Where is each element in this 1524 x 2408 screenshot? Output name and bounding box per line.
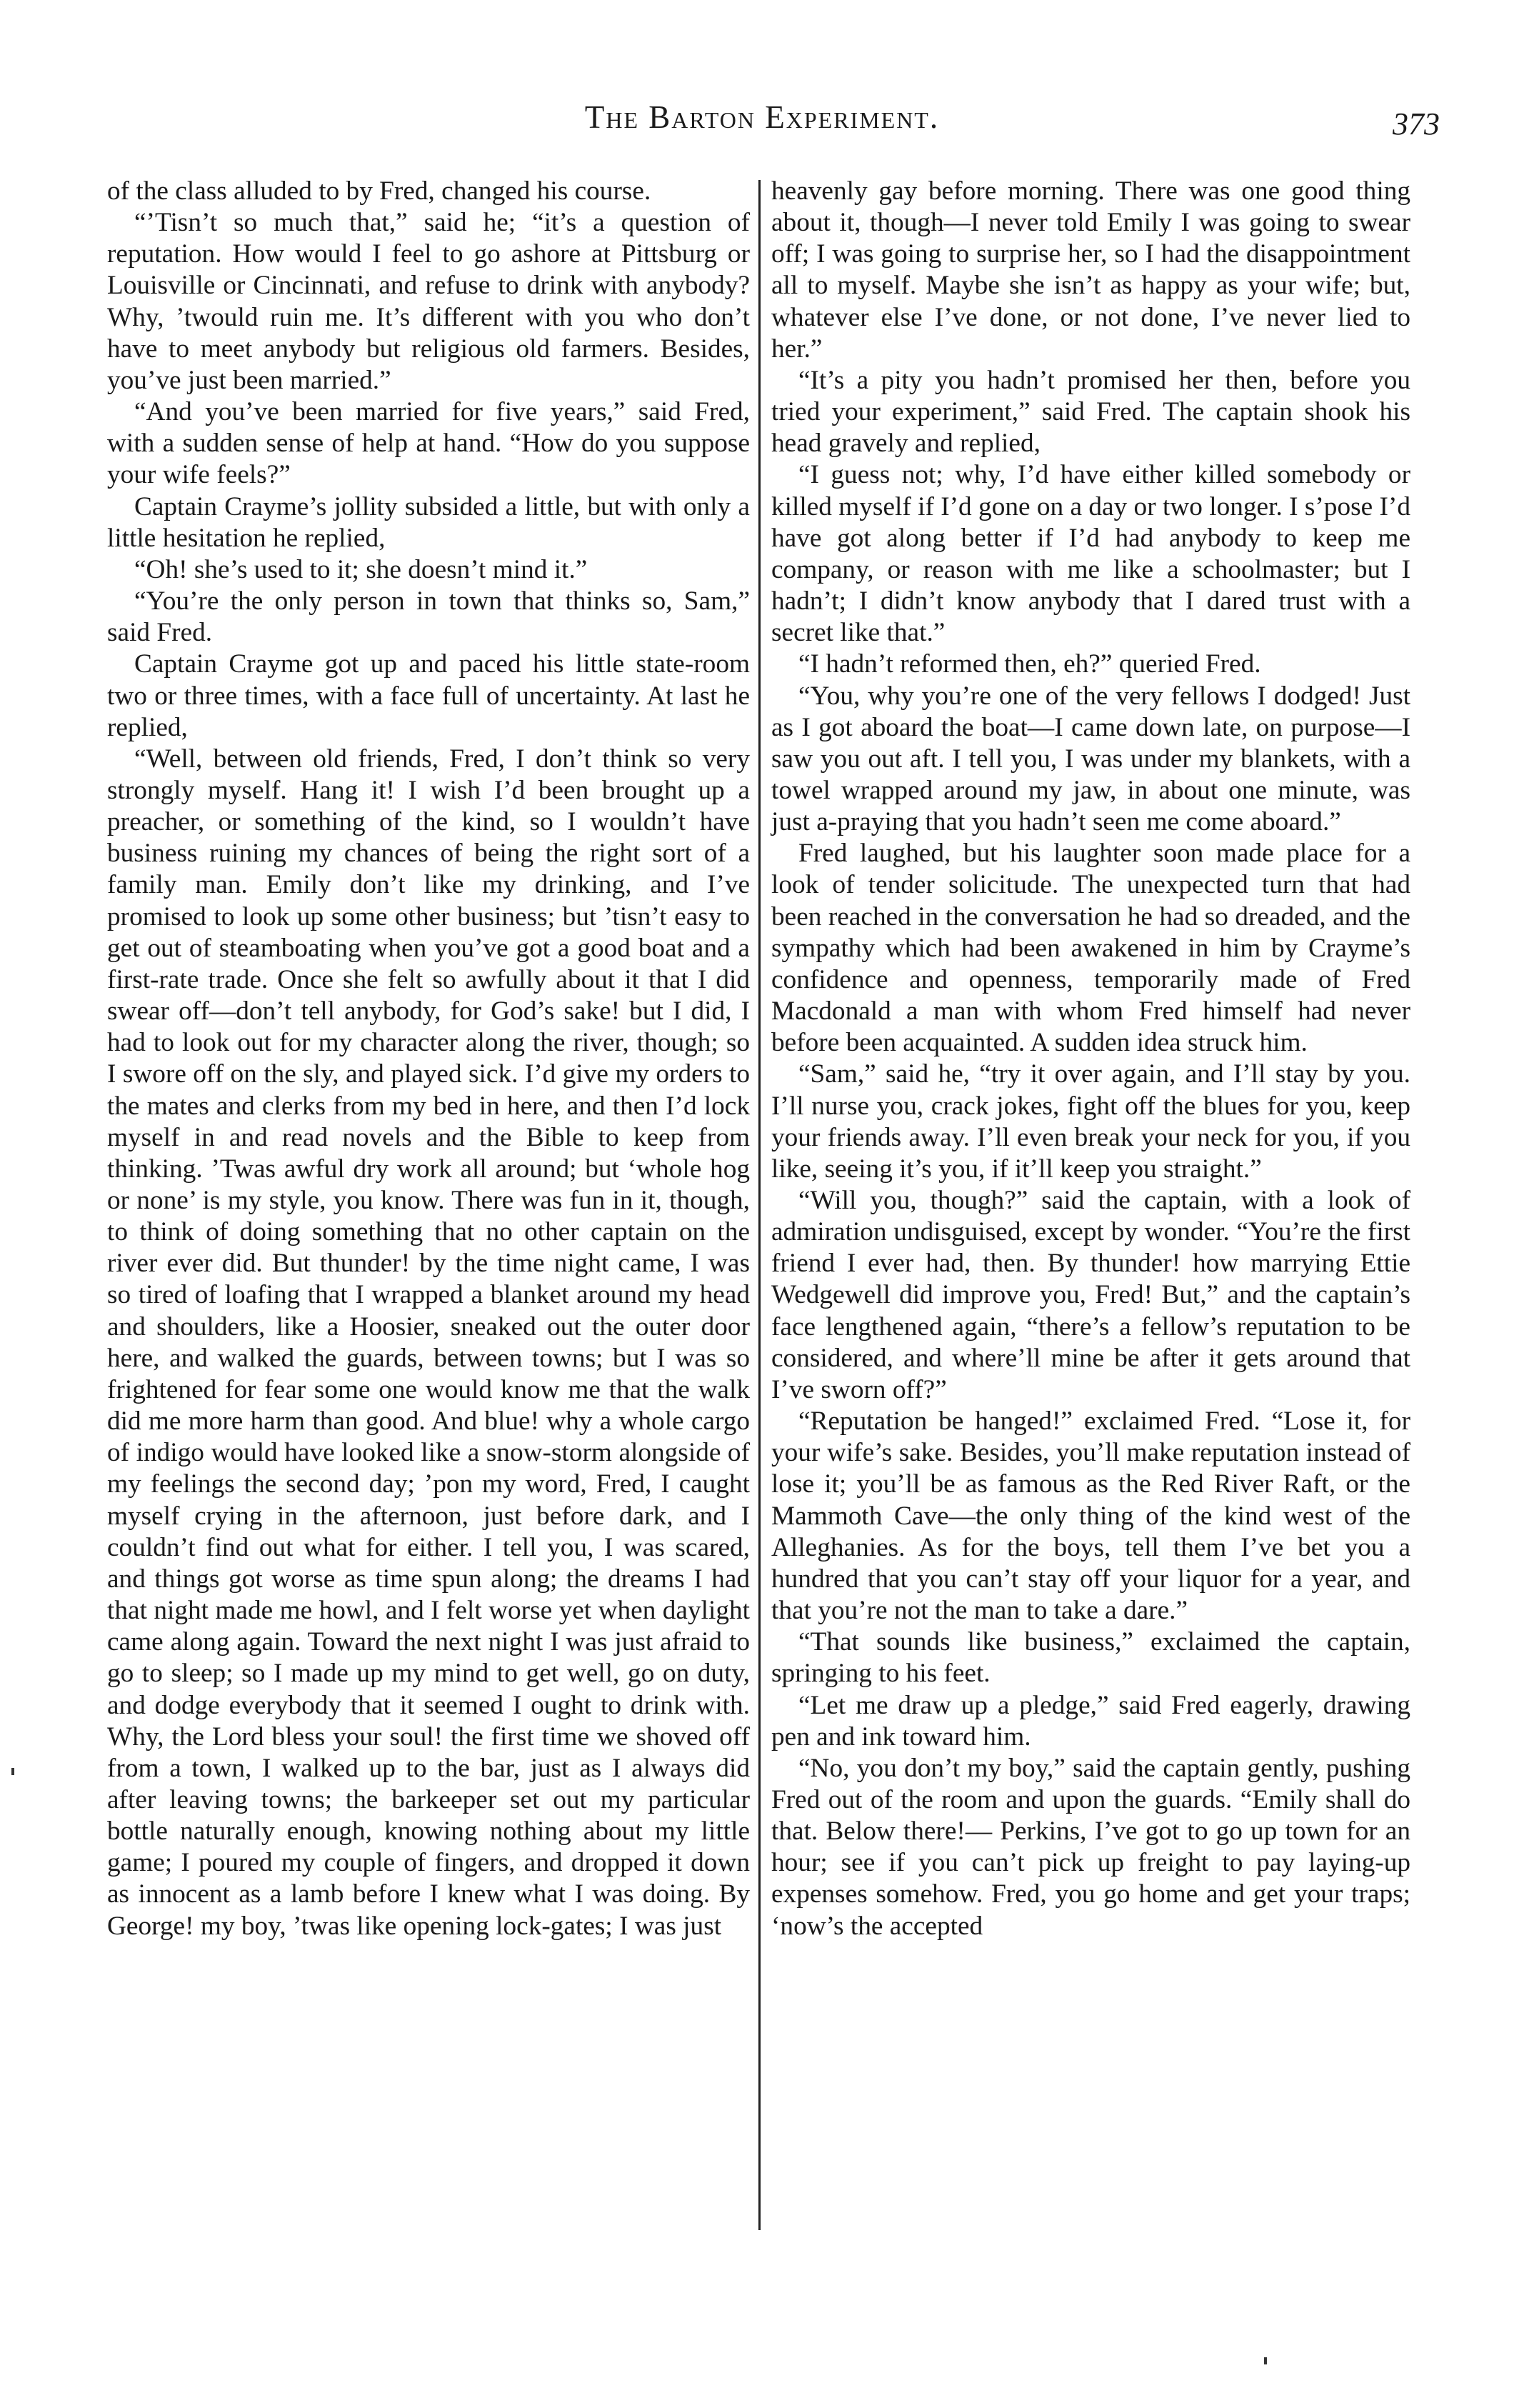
paragraph: “You, why you’re one of the very fellows I dodged! Just as I got aboard the boat—I came down late, on purpose—I saw you out aft. I tell you, I was under my blankets, with a towel wrapped around my jaw, in about one minute, was just a-praying that you hadn’t seen me come aboard.” xyxy=(771,681,1410,837)
paragraph: “It’s a pity you hadn’t promised her then, before you tried your experiment,” said Fred. The captain shook his head gravely and replied, xyxy=(771,365,1410,459)
paragraph: “No, you don’t my boy,” said the captain gently, pushing Fred out of the room and upon the guards. “Emily shall do that. Below there!— Perkins, I’ve got to go up town for an hour; see if you can’t pick up freight to pay laying-up expenses somehow. Fred, you go home and get your traps; ‘now’s the accepted xyxy=(771,1753,1410,1941)
paragraph: “I hadn’t reformed then, eh?” queried Fred. xyxy=(798,649,1261,679)
paragraph: “Well, between old friends, Fred, I don’t think so very strongly myself. Hang it! I wish I’d been brought up a preacher, or something of the kind, so I wouldn’t have business ruining my chances of being the right sort of a family man. Emily don’t like my drinking, and I’ve promised to look up some other business; but ’tisn’t easy to get out of steamboating when you’ve got a good boat and a first-rate trade. Once she felt so awfully about it that I did swear off—don’t tell anybody, for God’s sake! but I did, I had to look out for my character along the river, though; so I swore off on the sly, and played sick. I’d give my orders to the mates and clerks from my bed in here, and then I’d lock myself in and read novels and the Bible to keep from thinking. ’Twas awful dry work all around; but ‘whole hog or none’ is my style, you know. There was fun in it, though, to think of doing something that no other captain on the river ever did. But thunder! by the time night came, I was so tired of loafing that I wrapped a blanket around my head and shoulders, like a Hoosier, sneaked out the outer door here, and walked the guards, between towns; but I was so frightened for fear some one would know me that the walk did me more harm than good. And blue! why a whole cargo of indigo would have looked like a snow-storm alongside of my feelings the second day; ’pon my word, Fred, I caught myself crying in the afternoon, just before dark, and I couldn’t find out what for either. I tell you, I was scared, and things got worse as time spun along; the dreams I had that night made me howl, and I felt worse yet when daylight came along again. Toward the next night I was just afraid to go to sleep; so I made up my mind to get well, go on duty, and dodge everybody that it seemed I ought to drink with. Why, the Lord bless your soul! the first time we shoved off from a town, I walked up to the bar, just as I always did after leaving towns; the barkeeper set out my particular bottle naturally enough, knowing nothing about my little game; I poured my couple of fingers, and dropped it down as innocent as a lamb before I knew what I was doing. By George! my boy, ’twas like opening lock-gates; I was just xyxy=(107,744,750,1941)
scan-speck xyxy=(1264,2357,1267,2364)
right-column xyxy=(771,176,1410,1942)
paragraph: “You’re the only person in town that thinks so, Sam,” said Fred. xyxy=(107,586,750,648)
paragraph: of the class alluded to by Fred, changed his course. xyxy=(107,176,651,206)
paragraph: “Sam,” said he, “try it over again, and I’ll stay by you. I’ll nurse you, crack jokes, fight off the blues for you, keep your friends away. I’ll even break your neck for you, if you like, seeing it’s you, if it’ll keep you straight.” xyxy=(771,1059,1410,1184)
paragraph: “Will you, though?” said the captain, with a look of admiration undisguised, except by wonder. “You’re the first friend I ever had, then. By thunder! how marrying Ettie Wedgewell did improve you, Fred! But,” and the captain’s face lengthened again, “there’s a fellow’s reputation to be considered, and where’ll mine be after it gets around that I’ve sworn off?” xyxy=(771,1186,1410,1404)
paragraph: “That sounds like business,” exclaimed the captain, springing to his feet. xyxy=(771,1627,1410,1689)
left-column xyxy=(107,176,750,1942)
paragraph: “And you’ve been married for five years,” said Fred, with a sudden sense of help at hand. “How do you suppose your wife feels?” xyxy=(107,397,750,490)
paragraph: “Reputation be hanged!” exclaimed Fred. “Lose it, for your wife’s sake. Besides, you’ll make reputation instead of lose it; you’ll be as famous as the Red River Raft, or the Mammoth Cave—the only thing of the kind west of the Alleghanies. As for the boys, tell them I’ve bet you a hundred that you can’t stay off your liquor for a year, and that you’re not the man to take a dare.” xyxy=(771,1407,1410,1626)
paragraph: “Let me draw up a pledge,” said Fred eagerly, drawing pen and ink toward him. xyxy=(771,1690,1410,1752)
paragraph: Captain Crayme got up and paced his little state-room two or three times, with a face full of uncertainty. At last he replied, xyxy=(107,649,750,742)
paragraph: Fred laughed, but his laughter soon made place for a look of tender solicitude. The unexpected turn that had been reached in the conversation he had so dreaded, and the sympathy which had been awakened in him by Crayme’s confidence and openness, temporarily made of Fred Macdonald a man with whom Fred himself had never before been acquainted. A sudden idea struck him. xyxy=(771,839,1410,1058)
running-head: The Barton Experiment. xyxy=(584,99,940,135)
paragraph: “Oh! she’s used to it; she doesn’t mind it.” xyxy=(134,554,588,584)
paragraph: “I guess not; why, I’d have either killed somebody or killed myself if I’d gone on a day or two longer. I s’pose I’d have got along better if I’d had anybody to keep me company, or reason with me like a schoolmaster; but I hadn’t; I didn’t know anybody that I dared trust with a secret like that.” xyxy=(771,460,1410,648)
scan-speck xyxy=(11,1768,14,1775)
page-number: 373 xyxy=(1393,106,1440,141)
paragraph: heavenly gay before morning. There was one good thing about it, though—I never told Emily I was going to swear off; I was going to surprise her, so I had the disappointment all to myself. Maybe she isn’t as happy as your wife; but, whatever else I’ve done, or not done, I’ve never lied to her.” xyxy=(771,176,1410,364)
column-divider xyxy=(758,180,761,2230)
paragraph: Captain Crayme’s jollity subsided a little, but with only a little hesitation he replied, xyxy=(107,491,750,553)
paragraph: “’Tisn’t so much that,” said he; “it’s a question of reputation. How would I feel to go ashore at Pittsburg or Louisville or Cincinnati, and refuse to drink with anybody? Why, ’twould ruin me. It’s different with you who don’t have to meet anybody but religious old farmers. Besides, you’ve just been married.” xyxy=(107,208,750,395)
